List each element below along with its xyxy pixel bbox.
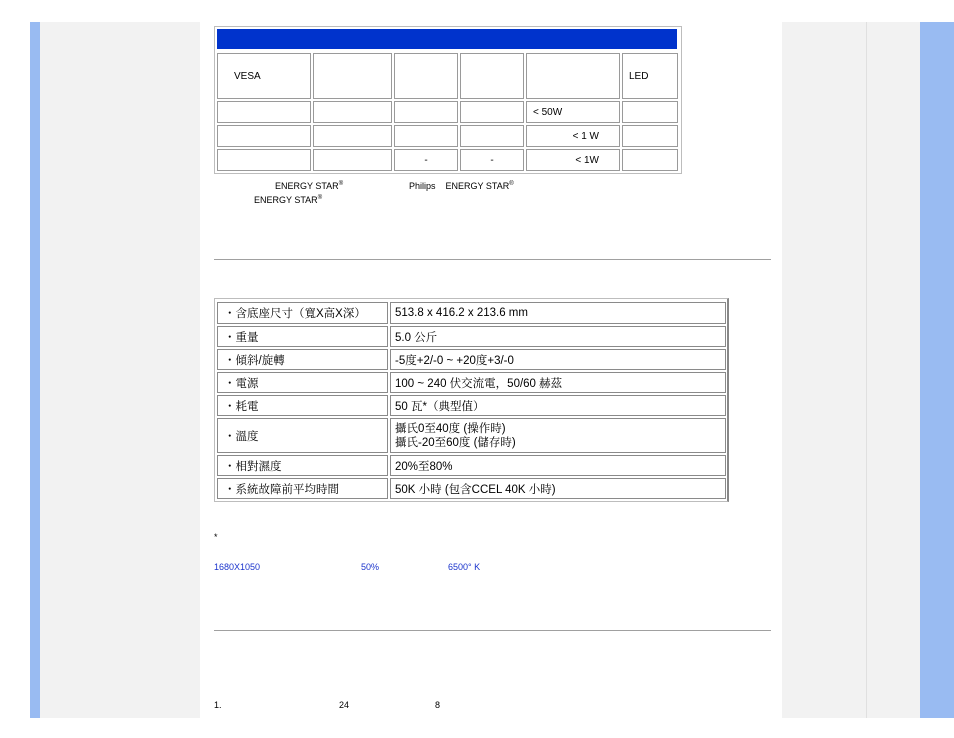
left-grey-margin	[40, 22, 200, 718]
bottom-text: 24	[339, 700, 350, 710]
table-row	[217, 372, 726, 393]
spec-value: 20%至80%	[390, 455, 726, 476]
power-table-cell: -	[394, 149, 458, 171]
power-table-cell	[394, 101, 458, 123]
spec-label: ・電源	[217, 372, 388, 393]
power-table-cell	[394, 53, 458, 99]
power-table-cell-power: < 50W	[526, 101, 620, 123]
spec-label: ・重量	[217, 326, 388, 347]
section-divider	[214, 259, 771, 260]
power-table-cell: VESA	[217, 53, 311, 99]
power-table-cell	[460, 101, 524, 123]
power-table-cell	[217, 101, 311, 123]
footnote-marker: *	[214, 532, 218, 542]
right-blue-band	[920, 22, 954, 718]
power-table-cell-power: < 1W	[526, 149, 620, 171]
power-table-cell	[622, 101, 678, 123]
footnote-brightness: 50%	[361, 562, 380, 572]
power-table-cell	[313, 149, 392, 171]
table-row	[217, 395, 726, 416]
footnote-color-temp: 6500° K	[448, 562, 481, 572]
power-table-cell	[313, 53, 392, 99]
power-table-cell	[460, 125, 524, 147]
spec-value: 攝氏0至40度 (操作時) 攝氏-20至60度 (儲存時)	[390, 418, 726, 453]
physical-specs-table	[214, 298, 729, 502]
power-table-cell	[217, 125, 311, 147]
power-table-cell	[622, 125, 678, 147]
spec-value: 5.0 公斤	[390, 326, 726, 347]
spec-value: 50K 小時 (包含CCEL 40K 小時)	[390, 478, 726, 499]
energy-star-note-philips: Philips ENERGY STAR®	[409, 181, 514, 191]
spec-label: ・系統故障前平均時間	[217, 478, 388, 499]
energy-star-note-line2: ENERGY STAR®	[254, 195, 323, 205]
document-content	[200, 0, 782, 718]
spec-value: 50 瓦*（典型值）	[390, 395, 726, 416]
table-row	[217, 349, 726, 370]
spec-label: ・含底座尺寸（寬X高X深）	[217, 302, 388, 324]
power-table-cell-power: < 1 W	[526, 125, 620, 147]
table-row	[217, 302, 726, 324]
power-table-cell	[526, 53, 620, 99]
power-table-cell: -	[460, 149, 524, 171]
bottom-text: 8	[435, 700, 441, 710]
right-margin-divider	[866, 22, 867, 718]
table-row	[217, 478, 726, 499]
spec-label: ・溫度	[217, 418, 388, 453]
power-table-cell-led: LED	[622, 53, 678, 99]
table-row	[217, 455, 726, 476]
list-number: 1.	[214, 700, 222, 710]
power-table-cell	[313, 125, 392, 147]
spec-label: ・相對濕度	[217, 455, 388, 476]
power-table-cell	[622, 149, 678, 171]
power-table-cell	[460, 53, 524, 99]
spec-value: -5度+2/-0 ~ +20度+3/-0	[390, 349, 726, 370]
spec-label: ・傾斜/旋轉	[217, 349, 388, 370]
power-management-table	[214, 26, 682, 174]
right-grey-margin	[782, 22, 920, 718]
power-table-cell	[313, 101, 392, 123]
power-table-cell	[217, 149, 311, 171]
table-row	[217, 418, 726, 453]
table-row	[217, 326, 726, 347]
energy-star-note: ENERGY STAR®	[275, 181, 344, 191]
footnote-resolution: 1680X1050	[214, 562, 261, 572]
left-blue-band	[30, 22, 40, 718]
power-table-cell	[394, 125, 458, 147]
spec-value: 100 ~ 240 伏交流電，50/60 赫茲	[390, 372, 726, 393]
spec-value: 513.8 x 416.2 x 213.6 mm	[390, 302, 726, 324]
section-divider	[214, 630, 771, 631]
spec-label: ・耗電	[217, 395, 388, 416]
power-table-header-bar	[217, 29, 677, 49]
